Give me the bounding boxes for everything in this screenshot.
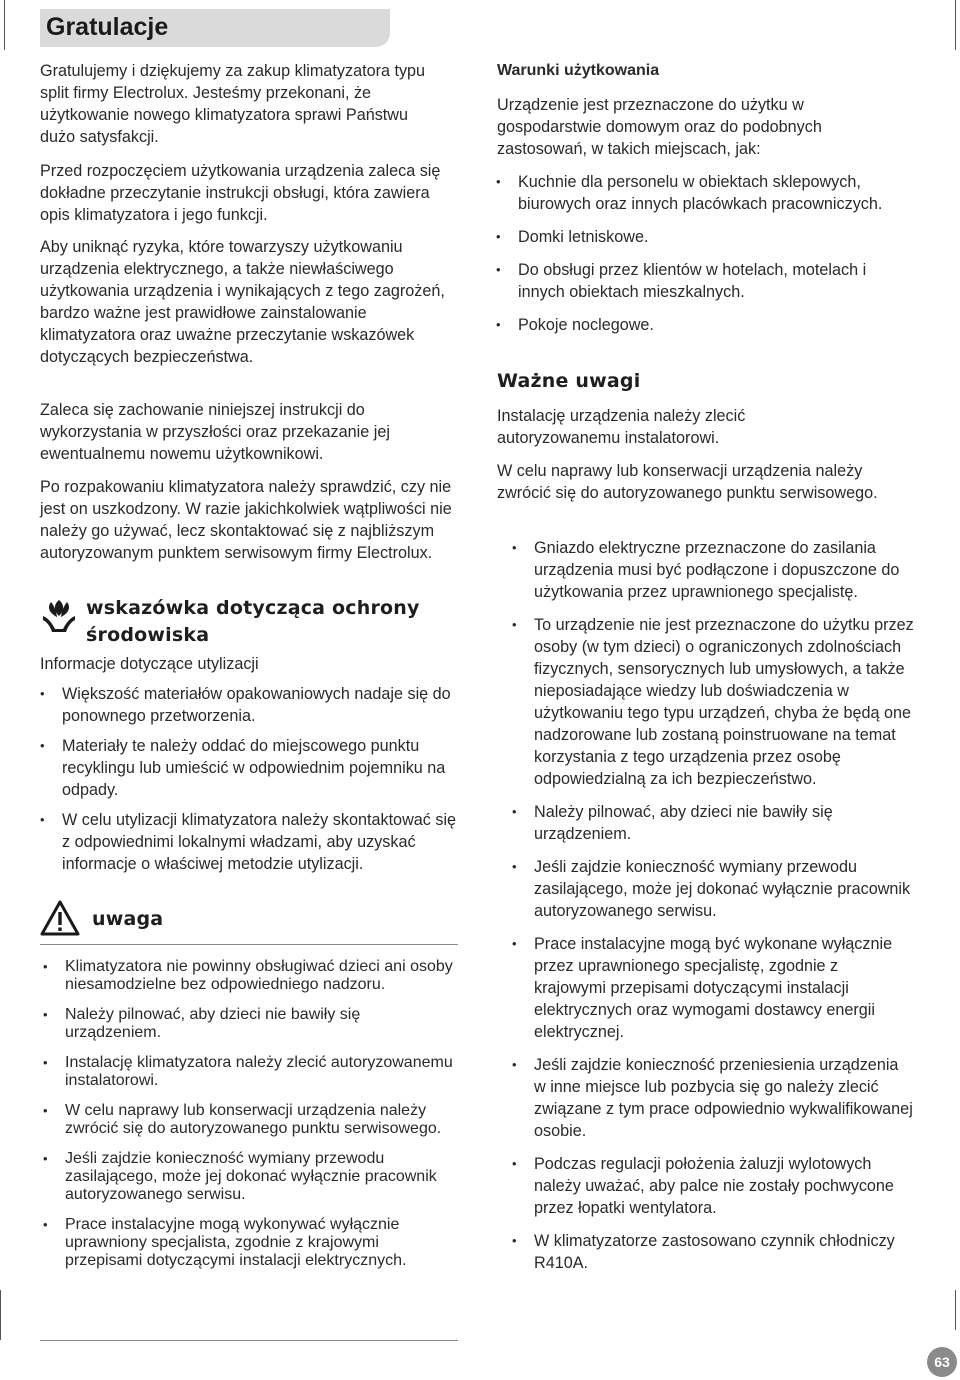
divider xyxy=(40,1340,458,1341)
list-item: • Jeśli zajdzie konieczność wymiany przewodu zasilającego, może jej dokonać wyłącznie pracownik autoryzowanego serwisu. xyxy=(534,856,914,922)
intro-paragraph: Gratulujemy i dziękujemy za zakup klimatyzatora typu split firmy Electrolux. Jesteśmy przekonani, że użytkowanie nowego klimatyzatora sprawi Państwu dużo satysfakcji. xyxy=(40,62,426,146)
list-item: • W celu utylizacji klimatyzatora należy skontaktować się z odpowiednimi lokalnymi władzami, aby uzyskać informacje o właściwej metodzie utylizacji. xyxy=(62,809,457,875)
page-number-badge: 63 xyxy=(927,1347,957,1377)
list-item: • Gniazdo elektryczne przeznaczone do zasilania urządzenia musi być podłączone i dopuszczone do użytkowania przez uprawnionego specjalistę. xyxy=(534,537,914,603)
list-item: • Należy pilnować, aby dzieci nie bawiły się urządzeniem. xyxy=(534,801,914,845)
intro-paragraph: Po rozpakowaniu klimatyzatora należy sprawdzić, czy nie jest on uszkodzony. W razie jakichkolwiek wątpliwości nie należy go używać, lecz skontaktować się z najbliższym autoryzowanym punktem serwisowym firmy Electrolux. xyxy=(40,478,452,562)
important-paragraph: Instalację urządzenia należy zlecić autoryzowanemu instalatorowi. xyxy=(497,407,746,447)
warning-triangle-icon xyxy=(40,900,80,941)
list-item: • W celu naprawy lub konserwacji urządzenia należy zwrócić się do autoryzowanego punktu serwisowego. xyxy=(65,1102,458,1138)
intro-paragraph: Aby uniknąć ryzyka, które towarzyszy użytkowaniu urządzenia elektrycznego, a także niewłaściwego użytkowania urządzenia i wynikających z tego zagrożeń, bardzo ważne jest prawidłowe zainstalowanie klimatyzatora oraz uważne przeczytanie wskazówek dotyczących bezpieczeństwa. xyxy=(40,238,445,366)
list-item: • Jeśli zajdzie konieczność wymiany przewodu zasilającego, może jej dokonać wyłącznie pracownik autoryzowanego serwisu. xyxy=(65,1150,458,1204)
important-list xyxy=(534,537,914,1274)
env-section-title-cont: środowiska xyxy=(86,624,210,646)
section-header xyxy=(40,9,390,47)
important-title: Ważne uwagi xyxy=(497,370,641,392)
list-item: • Domki letniskowe. xyxy=(518,226,913,248)
list-item: • To urządzenie nie jest przeznaczone do użytku przez osoby (w tym dzieci) o ograniczonych zdolnościach fizycznych, sensorycznych lub umysłowych, a także nieposiadające wiedzy lub doświadczenia w użytkowaniu tego typu urządzeń, chyba że będą one nadzorowane lub zostaną poinstruowane na temat korzystania z tego urządzenia przez osobę odpowiedzialną za ich bezpieczeństwo. xyxy=(534,614,914,790)
page-title: Gratulacje xyxy=(46,13,169,41)
list-item: • Prace instalacyjne mogą być wykonane wyłącznie przez uprawnionego specjalistę, zgodnie z krajowymi przepisami dotyczącymi instalacji elektrycznych oraz wymogami dostawcy energii elektrycznej. xyxy=(534,933,914,1043)
crop-mark xyxy=(0,1290,1,1340)
conditions-list xyxy=(518,171,913,336)
list-item: • Klimatyzatora nie powinny obsługiwać dzieci ani osoby niesamodzielne bez odpowiedniego nadzoru. xyxy=(65,958,458,994)
crop-mark xyxy=(955,1290,956,1330)
warning-list xyxy=(65,958,458,1270)
list-item: • Należy pilnować, aby dzieci nie bawiły się urządzeniem. xyxy=(65,1006,458,1042)
env-subtitle: Informacje dotyczące utylizacji xyxy=(40,655,259,673)
warning-title: uwaga xyxy=(92,908,164,930)
conditions-text: Urządzenie jest przeznaczone do użytku w gospodarstwie domowym oraz do podobnych zastosowań, w takich miejscach, jak: xyxy=(497,96,822,158)
env-list xyxy=(62,683,457,875)
list-item: • Jeśli zajdzie konieczność przeniesienia urządzenia w inne miejsce lub pozbycia się go należy zlecić związane z tym prace odpowiednio wykwalifikowanej osobie. xyxy=(534,1054,914,1142)
crop-mark xyxy=(4,0,5,50)
list-item: • Pokoje noclegowe. xyxy=(518,314,913,336)
intro-paragraph: Zaleca się zachowanie niniejszej instrukcji do wykorzystania w przyszłości oraz przekazanie jej ewentualnemu nowemu użytkownikowi. xyxy=(40,401,390,463)
list-item: • Podczas regulacji położenia żaluzji wylotowych należy uważać, aby palce nie zostały pochwycone przez łopatki wentylatora. xyxy=(534,1153,914,1219)
conditions-title: Warunki użytkowania xyxy=(497,62,660,79)
list-item: • Materiały te należy oddać do miejscowego punktu recyklingu lub umieścić w odpowiednim pojemniku na odpady. xyxy=(62,735,457,801)
list-item: • Instalację klimatyzatora należy zlecić autoryzowanemu instalatorowi. xyxy=(65,1054,458,1090)
important-paragraph: W celu naprawy lub konserwacji urządzenia należy zwrócić się do autoryzowanego punktu serwisowego. xyxy=(497,462,878,502)
list-item: • W klimatyzatorze zastosowano czynnik chłodniczy R410A. xyxy=(534,1230,914,1274)
list-item: • Kuchnie dla personelu w obiektach sklepowych, biurowych oraz innych placówkach pracowniczych. xyxy=(518,171,913,215)
env-section-title: wskazówka dotycząca ochrony xyxy=(86,597,420,619)
crop-mark xyxy=(955,0,956,50)
divider xyxy=(40,944,458,945)
leaf-hand-icon xyxy=(40,596,78,639)
list-item: • Większość materiałów opakowaniowych nadaje się do ponownego przetworzenia. xyxy=(62,683,457,727)
list-item: • Prace instalacyjne mogą wykonywać wyłącznie uprawniony specjalista, zgodnie z krajowymi przepisami dotyczącymi instalacji elektrycznych. xyxy=(65,1216,458,1270)
list-item: • Do obsługi przez klientów w hotelach, motelach i innych obiektach mieszkalnych. xyxy=(518,259,913,303)
intro-paragraph: Przed rozpoczęciem użytkowania urządzenia zaleca się dokładne przeczytanie instrukcji obsługi, która zawiera opis klimatyzatora i jego funkcji. xyxy=(40,162,441,224)
